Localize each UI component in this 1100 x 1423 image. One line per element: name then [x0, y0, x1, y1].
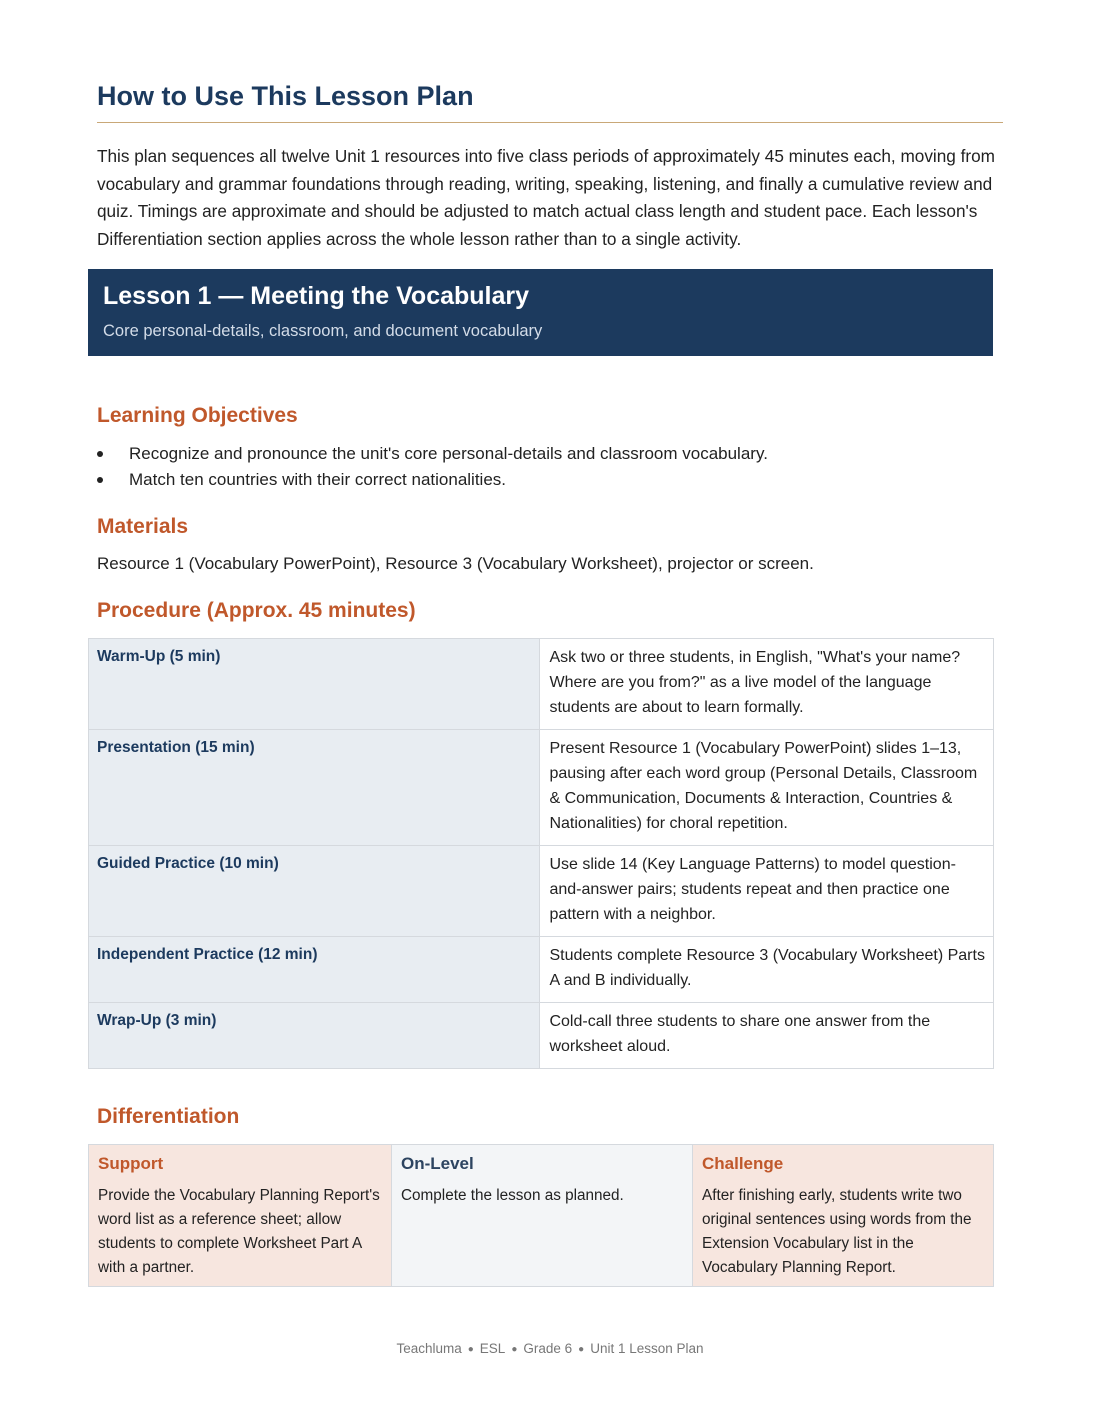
challenge-text: After finishing early, students write two original sentences using words from the Extension Vocabulary list in the Vocabulary Planning Report. [702, 1187, 972, 1276]
lesson-title: Lesson 1 — Meeting the Vocabulary [103, 282, 530, 310]
table-row [89, 639, 994, 730]
materials-text: Resource 1 (Vocabulary PowerPoint), Resource 3 (Vocabulary Worksheet), projector or screen. [97, 554, 814, 573]
procedure-description: Cold-call three students to share one answer from the worksheet aloud. [540, 1003, 994, 1069]
footer-document: Unit 1 Lesson Plan [590, 1341, 704, 1356]
procedure-step: Guided Practice (10 min) [89, 846, 540, 937]
procedure-step: Warm-Up (5 min) [89, 639, 540, 730]
objectives-list [97, 441, 997, 493]
differentiation-grid [88, 1144, 994, 1287]
title-divider [97, 122, 1003, 123]
bullet-separator-icon: ● [467, 1344, 474, 1355]
page-title: How to Use This Lesson Plan [97, 81, 474, 111]
table-row [89, 937, 994, 1003]
objective-text: Match ten countries with their correct nationalities. [129, 470, 507, 489]
procedure-step: Presentation (15 min) [89, 730, 540, 846]
differentiation-challenge [692, 1145, 993, 1286]
footer-brand: Teachluma [396, 1341, 462, 1356]
lesson-banner [88, 269, 993, 356]
on-level-label: On-Level [401, 1154, 474, 1173]
differentiation-on-level [391, 1145, 692, 1286]
list-item [97, 441, 997, 467]
procedure-table [88, 638, 994, 1069]
differentiation-support [89, 1145, 391, 1286]
footer-subject: ESL [479, 1341, 506, 1356]
procedure-description: Present Resource 1 (Vocabulary PowerPoint) slides 1–13, pausing after each word group (Personal Details, Classroom & Communication, Documents & Interaction, Countries & Nationalities) for choral repetition. [540, 730, 994, 846]
list-item [97, 467, 997, 493]
procedure-description: Ask two or three students, in English, "What's your name? Where are you from?" as a live model of the language students are about to learn formally. [540, 639, 994, 730]
materials-heading: Materials [97, 515, 189, 538]
objective-text: Recognize and pronounce the unit's core personal-details and classroom vocabulary. [129, 444, 768, 463]
differentiation-heading: Differentiation [97, 1105, 240, 1128]
on-level-text: Complete the lesson as planned. [401, 1187, 624, 1204]
challenge-label: Challenge [702, 1154, 784, 1173]
table-row [89, 846, 994, 937]
procedure-step: Wrap-Up (3 min) [89, 1003, 540, 1069]
objectives-heading: Learning Objectives [97, 404, 298, 427]
procedure-step: Independent Practice (12 min) [89, 937, 540, 1003]
procedure-description: Students complete Resource 3 (Vocabulary Worksheet) Parts A and B individually. [540, 937, 994, 1003]
procedure-description: Use slide 14 (Key Language Patterns) to model question-and-answer pairs; students repeat and then practice one pattern with a neighbor. [540, 846, 994, 937]
bullet-separator-icon: ● [578, 1344, 585, 1355]
support-label: Support [98, 1154, 164, 1173]
bullet-icon [97, 451, 103, 457]
bullet-icon [97, 477, 103, 483]
intro-paragraph: This plan sequences all twelve Unit 1 resources into five class periods of approximately 45 minutes each, moving from vocabulary and grammar foundations through reading, writing, speaking, listening, and finally a cumulative review and quiz. Timings are approximate and should be adjusted to match actual class length and student pace. Each lesson's Differentiation section applies across the whole lesson rather than to a single activity. [97, 146, 995, 249]
table-row [89, 730, 994, 846]
lesson-subtitle: Core personal-details, classroom, and document vocabulary [103, 322, 543, 340]
support-text: Provide the Vocabulary Planning Report's word list as a reference sheet; allow students to complete Worksheet Part A with a partner. [98, 1187, 380, 1276]
procedure-heading: Procedure (Approx. 45 minutes) [97, 599, 416, 622]
page-footer [0, 1339, 1100, 1360]
footer-grade: Grade 6 [523, 1341, 573, 1356]
bullet-separator-icon: ● [511, 1344, 518, 1355]
table-row [89, 1003, 994, 1069]
